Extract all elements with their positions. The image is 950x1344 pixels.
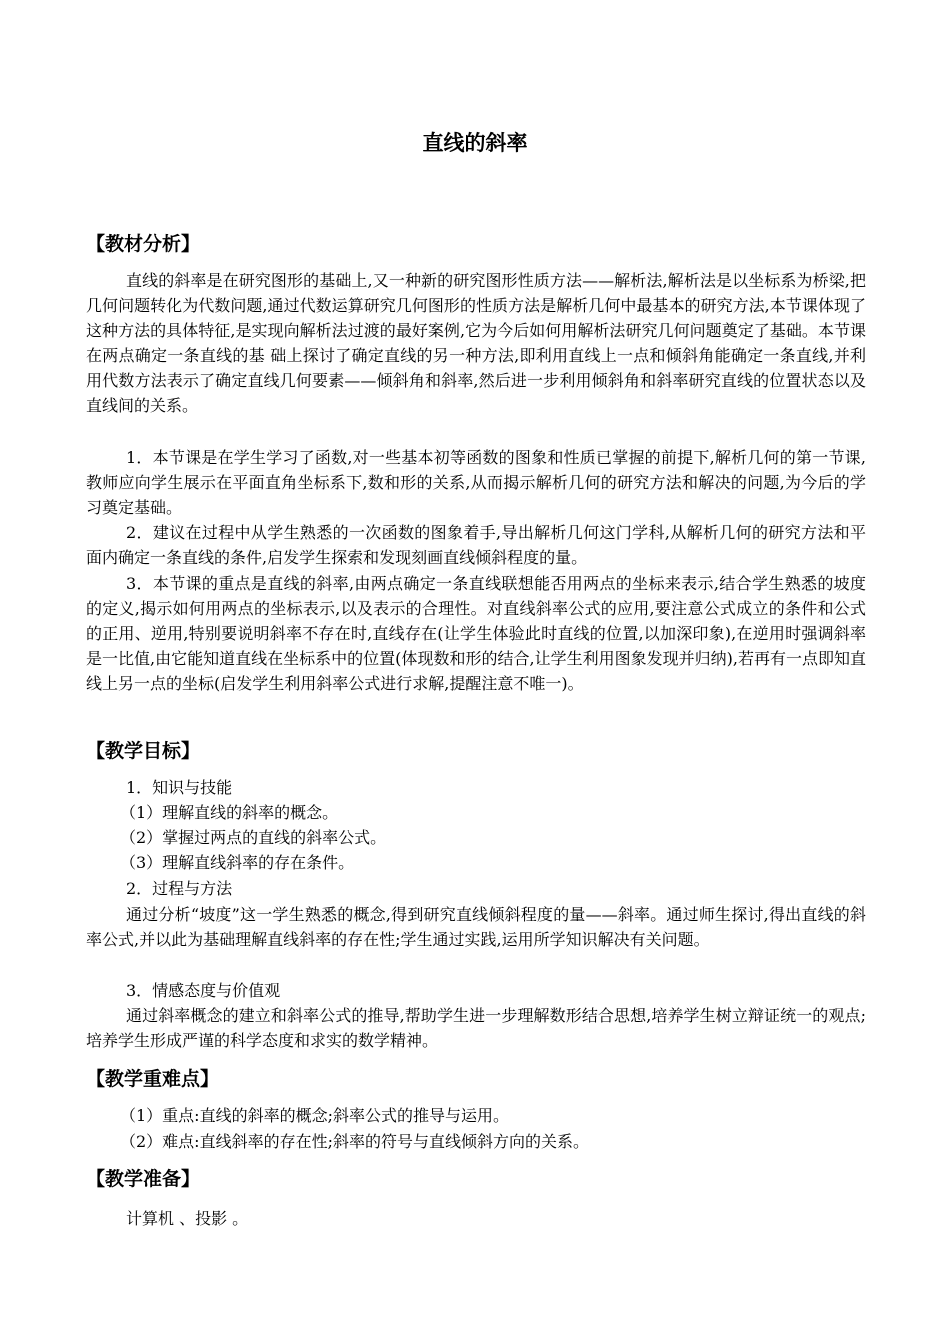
keypoint-item-2: （2）难点:直线斜率的存在性;斜率的符号与直线倾斜方向的关系。 bbox=[120, 1132, 589, 1151]
keypoint-item-1: （1）重点:直线的斜率的概念;斜率公式的推导与运用。 bbox=[120, 1106, 509, 1125]
goal-attitude-title: 3．情感态度与价值观 bbox=[126, 981, 281, 1000]
analysis-paragraph-2: 2．建议在过程中从学生熟悉的一次函数的图象着手,导出解析几何这门学科,从解析几何的研究方法和平面内确定一条直线的条件,启发学生探索和发现刻画直线倾斜程度的量。 bbox=[86, 523, 866, 567]
goal-knowledge-sub-3: （3）理解直线斜率的存在条件。 bbox=[120, 853, 355, 872]
heading-prep: 【教学准备】 bbox=[86, 1168, 201, 1190]
goal-attitude-text: 通过斜率概念的建立和斜率公式的推导,帮助学生进一步理解数形结合思想,培养学生树立辩证统一的观点;培养学生形成严谨的科学态度和求实的数学精神。 bbox=[86, 1006, 866, 1050]
analysis-paragraph-3: 3．本节课的重点是直线的斜率,由两点确定一条直线联想能否用两点的坐标来表示,结合学生熟悉的坡度的定义,揭示如何用两点的坐标表示,以及表示的合理性。对直线斜率公式的应用,要注意公式成立的条件和公式的正用、逆用,特别要说明斜率不存在时,直线存在(让学生体验此时直线的位置,以加深印象),在逆用时强调斜率是一比值,由它能知道直线在坐标系中的位置(体现数和形的结合,让学生利用图象发现并归纳),若再有一点即知直线上另一点的坐标(启发学生利用斜率公式进行求解,提醒注意不唯一)。 bbox=[86, 574, 866, 693]
prep-text: 计算机 、投影 。 bbox=[126, 1209, 249, 1228]
page-title: 直线的斜率 bbox=[422, 131, 528, 155]
goal-knowledge-sub-2: （2）掌握过两点的直线的斜率公式。 bbox=[120, 828, 387, 847]
heading-keypoints: 【教学重难点】 bbox=[86, 1068, 220, 1090]
heading-goals: 【教学目标】 bbox=[86, 740, 201, 762]
goal-process-title: 2．过程与方法 bbox=[126, 879, 233, 898]
analysis-paragraph-1: 1．本节课是在学生学习了函数,对一些基本初等函数的图象和性质已掌握的前提下,解析几何的第一节课,教师应向学生展示在平面直角坐标系下,数和形的关系,从而揭示解析几何的研究方法和解决的问题,为今后的学习奠定基础。 bbox=[86, 448, 866, 517]
analysis-paragraph-intro: 直线的斜率是在研究图形的基础上,又一种新的研究图形性质方法——解析法,解析法是以坐标系为桥梁,把几何问题转化为代数问题,通过代数运算研究几何图形的性质方法是解析几何中最基本的研究方法,本节课体现了这种方法的具体特征,是实现向解析法过渡的最好案例,它为今后如何用解析法研究几何问题奠定了基础。本节课在两点确定一条直线的基 础上探讨了确定直线的另一种方法,即利用直线上一点和倾斜角能确定一条直线,并利用代数方法表示了确定直线几何要素——倾斜角和斜率,然后进一步利用倾斜角和斜率研究直线的位置状态以及直线间的关系。 bbox=[86, 271, 866, 415]
goal-knowledge-title: 1．知识与技能 bbox=[126, 778, 233, 797]
goal-knowledge-sub-1: （1）理解直线的斜率的概念。 bbox=[120, 803, 339, 822]
goal-process-text: 通过分析“坡度”这一学生熟悉的概念,得到研究直线倾斜程度的量——斜率。通过师生探讨,得出直线的斜率公式,并以此为基础理解直线斜率的存在性;学生通过实践,运用所学知识解决有关问题。 bbox=[86, 905, 866, 949]
heading-analysis: 【教材分析】 bbox=[86, 233, 201, 255]
